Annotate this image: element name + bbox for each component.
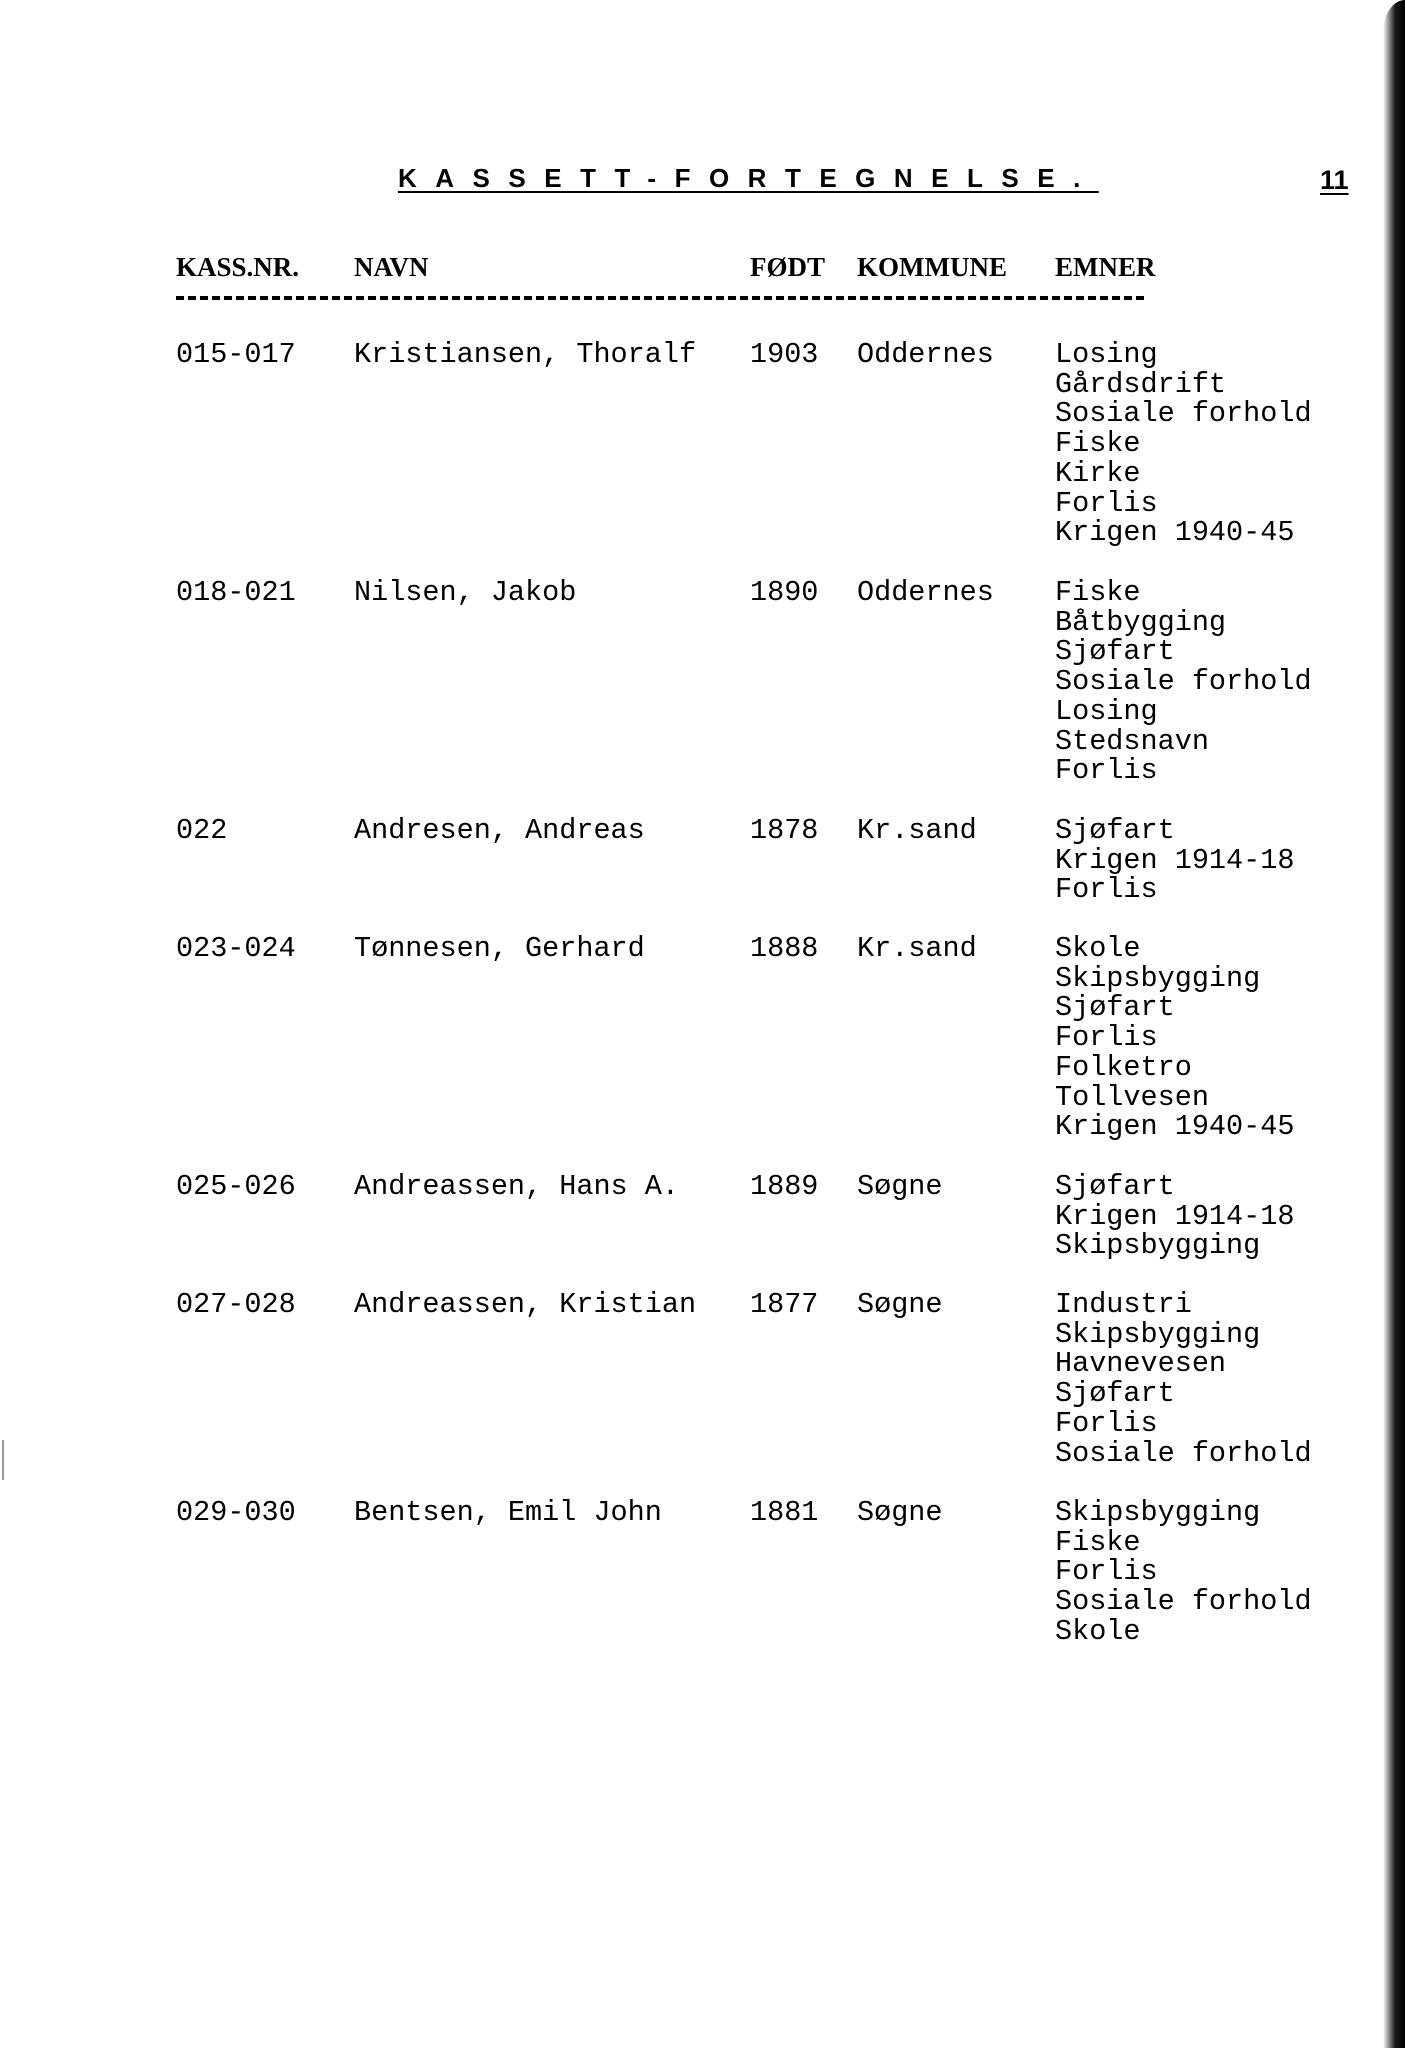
row-3-kass-nr: 022 xyxy=(176,814,228,847)
row-4-kass-nr: 023-024 xyxy=(176,932,296,965)
subject-item: Sosiale forhold xyxy=(1055,665,1312,699)
row-5-kass-nr: 025-026 xyxy=(176,1170,296,1203)
row-2-fodt: 1890 xyxy=(750,576,819,609)
subject-item: Skipsbygging xyxy=(1055,1317,1261,1351)
row-7-emner xyxy=(1055,1498,1312,1647)
row-2-navn: Nilsen, Jakob xyxy=(354,576,577,609)
subject-item: Krigen 1940-45 xyxy=(1055,516,1295,550)
row-4-kommune: Kr.sand xyxy=(857,932,977,965)
subject-item: Skipsbygging xyxy=(1055,961,1261,995)
page-edge xyxy=(1383,0,1405,2048)
row-6-emner xyxy=(1055,1290,1312,1468)
row-5-kommune: Søgne xyxy=(857,1170,943,1203)
subject-item: Tollvesen xyxy=(1055,1080,1209,1114)
header-kommune: KOMMUNE xyxy=(857,252,1007,282)
row-2-emner xyxy=(1055,578,1312,786)
subject-item: Sjøfart xyxy=(1055,1170,1175,1203)
row-6-kass-nr: 027-028 xyxy=(176,1288,296,1321)
subject-item: Forlis xyxy=(1055,873,1158,907)
row-7-fodt: 1881 xyxy=(750,1496,819,1529)
row-3-emner xyxy=(1055,816,1294,905)
subject-item: Forlis xyxy=(1055,1555,1158,1589)
subject-item: Sosiale forhold xyxy=(1055,397,1312,431)
header-divider xyxy=(176,296,1144,300)
row-1-navn: Kristiansen, Thoralf xyxy=(354,338,697,371)
subject-item: Sjøfart xyxy=(1055,991,1175,1025)
subject-item: Forlis xyxy=(1055,486,1158,520)
row-2-kommune: Oddernes xyxy=(857,576,994,609)
row-6-fodt: 1877 xyxy=(750,1288,819,1321)
subject-item: Skole xyxy=(1055,932,1141,965)
subject-item: Losing xyxy=(1055,694,1158,728)
subject-item: Forlis xyxy=(1055,1021,1158,1055)
subject-item: Sosiale forhold xyxy=(1055,1436,1312,1470)
row-1-kass-nr: 015-017 xyxy=(176,338,296,371)
row-4-fodt: 1888 xyxy=(750,932,819,965)
row-6-navn: Andreassen, Kristian xyxy=(354,1288,697,1321)
subject-item: Skipsbygging xyxy=(1055,1229,1261,1263)
row-3-kommune: Kr.sand xyxy=(857,814,977,847)
subject-item: Båtbygging xyxy=(1055,605,1227,639)
row-1-fodt: 1903 xyxy=(750,338,819,371)
row-2-kass-nr: 018-021 xyxy=(176,576,296,609)
header-fodt: FØDT xyxy=(750,252,826,282)
page-left-mark xyxy=(2,1440,4,1480)
row-5-navn: Andreassen, Hans A. xyxy=(354,1170,679,1203)
subject-item: Sosiale forhold xyxy=(1055,1585,1312,1619)
subject-item: Forlis xyxy=(1055,1406,1158,1440)
row-4-emner xyxy=(1055,934,1294,1142)
header-emner: EMNER xyxy=(1055,252,1156,282)
subject-item: Stedsnavn xyxy=(1055,724,1209,758)
subject-item: Skole xyxy=(1055,1614,1141,1648)
row-3-navn: Andresen, Andreas xyxy=(354,814,645,847)
subject-item: Industri xyxy=(1055,1288,1192,1321)
row-1-emner xyxy=(1055,340,1312,548)
subject-item: Skipsbygging xyxy=(1055,1496,1261,1529)
subject-item: Folketro xyxy=(1055,1050,1192,1084)
subject-item: Sjøfart xyxy=(1055,1377,1175,1411)
page-number: 11 xyxy=(1320,165,1349,195)
subject-item: Havnevesen xyxy=(1055,1347,1227,1381)
row-6-kommune: Søgne xyxy=(857,1288,943,1321)
subject-item: Sjøfart xyxy=(1055,635,1175,669)
subject-item: Kirke xyxy=(1055,456,1141,490)
subject-item: Fiske xyxy=(1055,576,1141,609)
subject-item: Fiske xyxy=(1055,1525,1141,1559)
subject-item: Krigen 1914-18 xyxy=(1055,843,1295,877)
row-5-emner xyxy=(1055,1172,1294,1261)
subject-item: Gårdsdrift xyxy=(1055,367,1227,401)
row-7-kass-nr: 029-030 xyxy=(176,1496,296,1529)
subject-item: Krigen 1940-45 xyxy=(1055,1110,1295,1144)
header-navn: NAVN xyxy=(354,252,429,282)
subject-item: Sjøfart xyxy=(1055,814,1175,847)
row-1-kommune: Oddernes xyxy=(857,338,994,371)
row-7-kommune: Søgne xyxy=(857,1496,943,1529)
header-kass-nr: KASS.NR. xyxy=(176,252,300,282)
subject-item: Krigen 1914-18 xyxy=(1055,1199,1295,1233)
subject-item: Losing xyxy=(1055,338,1158,371)
row-5-fodt: 1889 xyxy=(750,1170,819,1203)
row-3-fodt: 1878 xyxy=(750,814,819,847)
subject-item: Fiske xyxy=(1055,427,1141,461)
page-title: KASSETT-FORTEGNELSE. xyxy=(398,163,1099,193)
row-4-navn: Tønnesen, Gerhard xyxy=(354,932,645,965)
subject-item: Forlis xyxy=(1055,754,1158,788)
row-7-navn: Bentsen, Emil John xyxy=(354,1496,662,1529)
